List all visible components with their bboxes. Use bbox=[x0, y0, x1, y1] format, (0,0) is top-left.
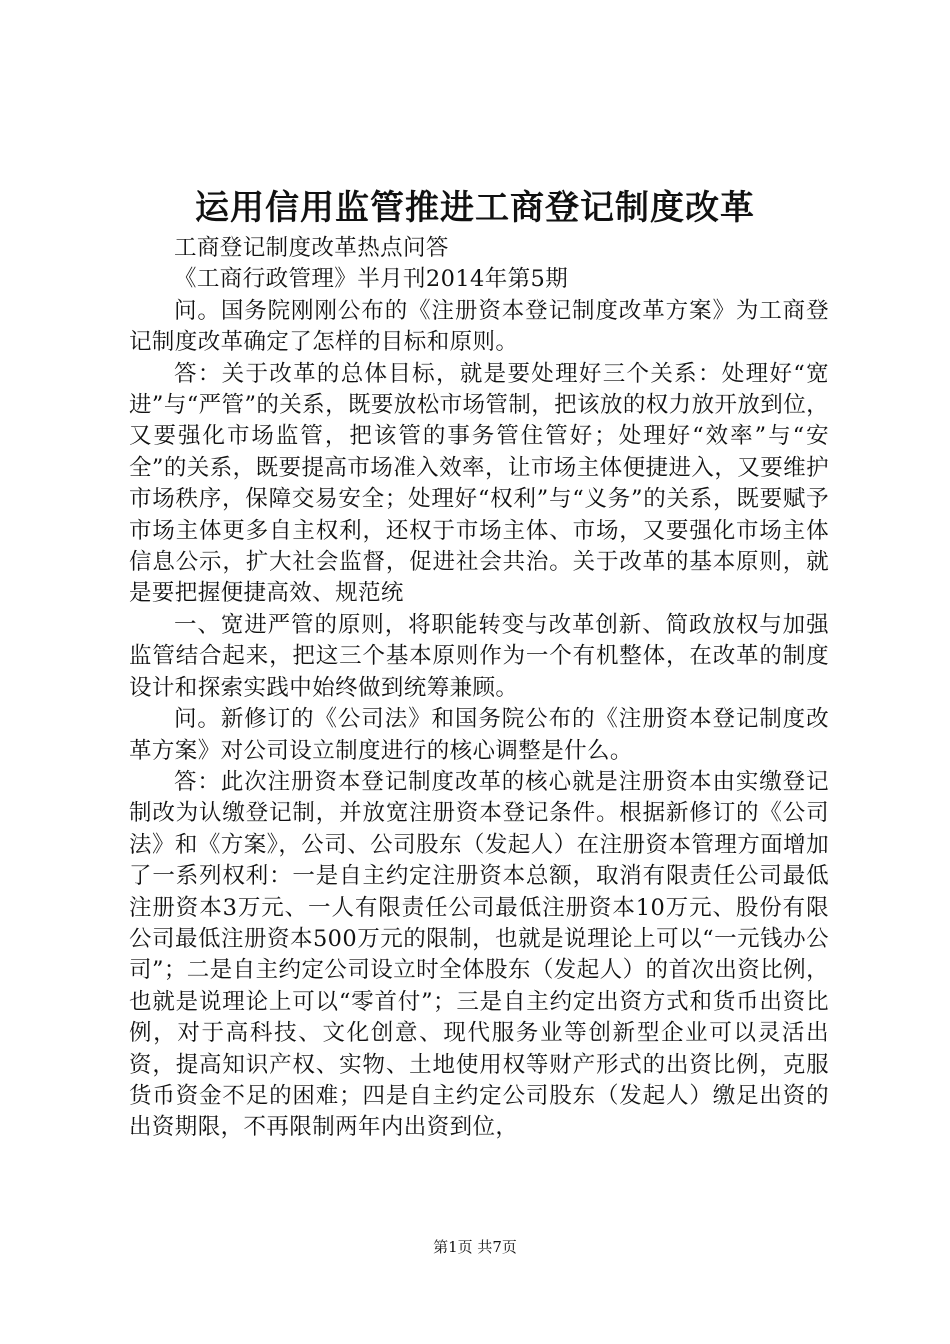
document-body bbox=[129, 233, 829, 1144]
subtitle-paragraph: 工商登记制度改革热点问答 bbox=[174, 235, 449, 261]
document-title: 运用信用监管推进工商登记制度改革 bbox=[195, 188, 755, 228]
answer-paragraph: 答：关于改革的总体目标，就是要处理好三个关系：处理好“宽进”与“严管”的关系，既要放松市场管制，把该放的权力放开放到位，又要强化市场监管，把该管的事务管住管好；处理好“效率”与“安全”的关系，既要提高市场准入效率，让市场主体便捷进入，又要维护市场秩序，保障交易安全；处理好“权利”与“义务”的关系，既要赋予市场主体更多自主权利，还权于市场主体、市场，又要强化市场主体信息公示，扩大社会监督，促进社会共治。关于改革的基本原则，就是要把握便捷高效、规范统 bbox=[129, 360, 829, 607]
page-footer: 第1页 共7页 bbox=[433, 1238, 517, 1256]
principle-paragraph: 一、宽进严管的原则，将职能转变与改革创新、简政放权与加强监管结合起来，把这三个基本原则作为一个有机整体，在改革的制度设计和探索实践中始终做到统筹兼顾。 bbox=[129, 611, 829, 701]
answer-paragraph: 答：此次注册资本登记制度改革的核心就是注册资本由实缴登记制改为认缴登记制，并放宽注册资本登记条件。根据新修订的《公司法》和《方案》，公司、公司股东（发起人）在注册资本管理方面增加了一系列权利：一是自主约定注册资本总额，取消有限责任公司最低注册资本3万元、一人有限责任公司最低注册资本10万元、股份有限公司最低注册资本500万元的限制，也就是说理论上可以“一元钱办公司”；二是自主约定公司设立时全体股东（发起人）的首次出资比例，也就是说理论上可以“零首付”；三是自主约定出资方式和货币出资比例，对于高科技、文化创意、现代服务业等创新型企业可以灵活出资，提高知识产权、实物、土地使用权等财产形式的出资比例，克服货币资金不足的困难；四是自主约定公司股东（发起人）缴足出资的出资期限，不再限制两年内出资到位， bbox=[129, 768, 829, 1141]
source-paragraph: 《工商行政管理》半月刊2014年第5期 bbox=[174, 266, 569, 293]
question-paragraph: 问。国务院刚刚公布的《注册资本登记制度改革方案》为工商登记制度改革确定了怎样的目标和原则。 bbox=[129, 297, 829, 356]
question-paragraph: 问。新修订的《公司法》和国务院公布的《注册资本登记制度改革方案》对公司设立制度进行的核心调整是什么。 bbox=[129, 706, 829, 764]
